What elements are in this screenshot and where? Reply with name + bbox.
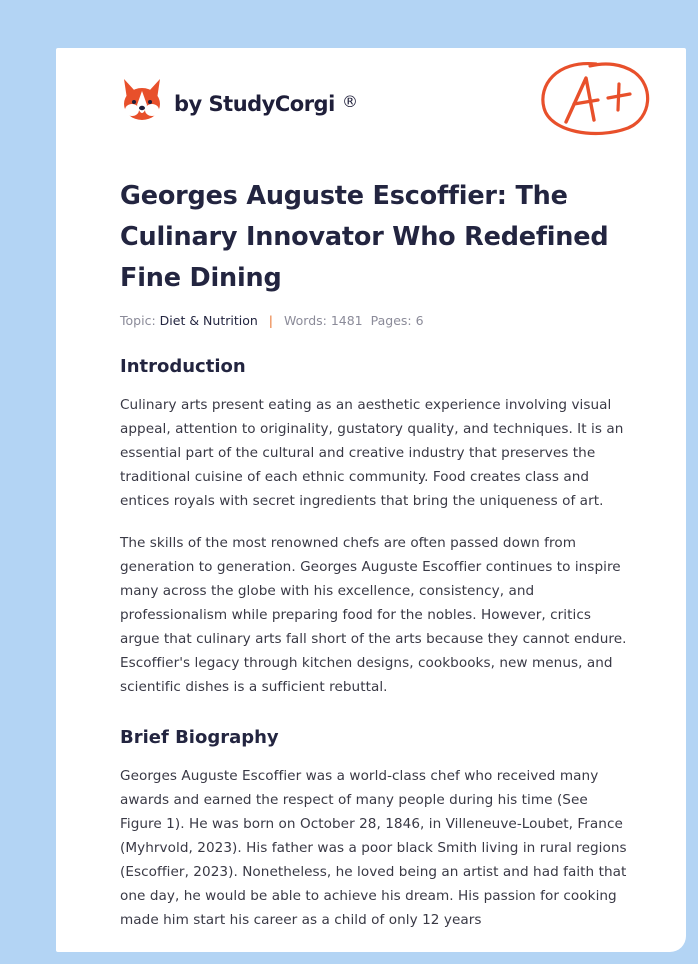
paragraph: Culinary arts present eating as an aesthetic experience involving visual appeal, attention to originality, gustatory quality, and techniques. It is an essential part of the cultural and creative industry that preserves the traditional cuisine of each ethnic community. Food creates class and entices royals with secret ingredients that bring the uniqueness of art.: [120, 397, 624, 509]
corgi-logo-icon: [120, 77, 164, 123]
essay-content: [120, 176, 630, 932]
topic-label: Topic:: [120, 313, 156, 328]
word-count: Words: 1481: [284, 313, 363, 328]
studycorgi-logo[interactable]: [120, 76, 335, 124]
essay-meta: [120, 313, 630, 328]
registered-mark: ®: [342, 92, 358, 111]
essay-title: Georges Auguste Escoffier: The Culinary Innovator Who Redefined Fine Dining: [120, 181, 609, 293]
document-page: [56, 48, 686, 952]
section-heading-introduction: Introduction: [120, 356, 246, 377]
a-plus-grade-icon: [536, 56, 652, 142]
brand-name: by StudyCorgi: [174, 92, 335, 116]
topic-link[interactable]: Diet & Nutrition: [159, 313, 258, 328]
paragraph: Georges Auguste Escoffier was a world-class chef who received many awards and earned the respect of many people during his time (See Figure 1). He was born on October 28, 1846, in Villeneuve-Loubet, France (Myhrvold, 2023). His father was a poor black Smith living in rural regions (Escoffier, 2023). Nonetheless, he loved being an artist and had faith that one day, he would be able to achieve his dream. His passion for cooking made him start his career as a child of only 12 years: [120, 768, 627, 928]
meta-separator: |: [268, 313, 273, 328]
paragraph: The skills of the most renowned chefs are often passed down from generation to generation. Georges Auguste Escoffier continues to inspire many across the globe with his excellence, consistency, and professionalism while preparing food for the nobles. However, critics argue that culinary arts fall short of the arts because they cannot endure. Escoffier's legacy through kitchen designs, cookbooks, new menus, and scientific dishes is a sufficient rebuttal.: [120, 535, 627, 695]
section-heading-brief-biography: Brief Biography: [120, 727, 279, 748]
page-count: Pages: 6: [370, 313, 424, 328]
